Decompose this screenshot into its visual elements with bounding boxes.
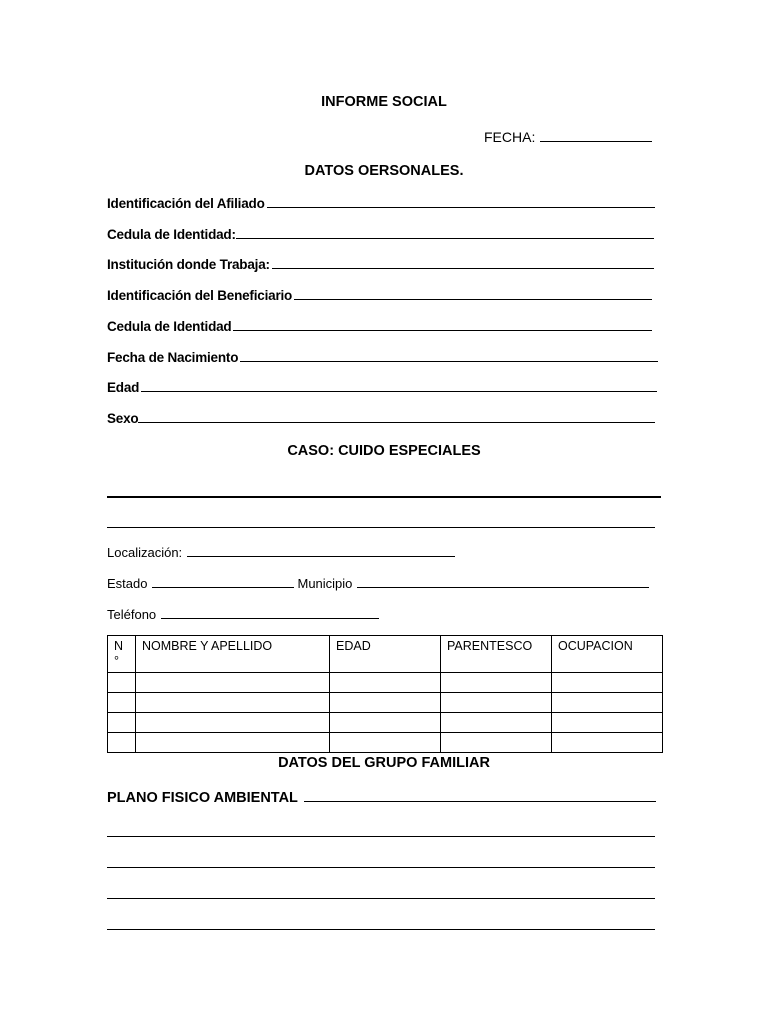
header-cell-name: NOMBRE Y APELLIDO [136, 636, 330, 673]
field-institucion [107, 257, 654, 272]
field-edad [107, 380, 657, 395]
field-line[interactable] [233, 329, 652, 331]
table-cell[interactable] [108, 693, 136, 713]
field-label: Edad [107, 380, 140, 395]
table-row [108, 693, 663, 713]
table-cell[interactable] [136, 673, 330, 693]
municipio-field[interactable] [357, 586, 649, 588]
table-cell[interactable] [136, 713, 330, 733]
header-cell-number: N ° [108, 636, 136, 673]
plano-fisico-label: PLANO FISICO AMBIENTAL [107, 790, 298, 806]
table-cell[interactable] [552, 713, 663, 733]
field-line[interactable] [141, 390, 657, 392]
municipio-label: Municipio [297, 576, 353, 591]
plano-fisico-row [107, 790, 656, 806]
telefono-label: Teléfono [107, 607, 157, 622]
table-cell[interactable] [330, 733, 441, 753]
field-fecha-nacimiento [107, 350, 658, 365]
field-label: Cedula de Identidad: [107, 227, 236, 242]
field-label: Institución donde Trabaja: [107, 257, 270, 272]
writing-line-1[interactable] [107, 836, 655, 837]
caso-heading: CASO: CUIDO ESPECIALES [287, 443, 481, 459]
fecha-row [484, 129, 652, 145]
field-line[interactable] [138, 421, 655, 423]
localizacion-label: Localización: [107, 545, 183, 560]
estado-field[interactable] [152, 586, 294, 588]
writing-line-4[interactable] [107, 929, 655, 930]
table-cell[interactable] [108, 713, 136, 733]
field-line[interactable] [236, 237, 654, 239]
table-cell[interactable] [552, 733, 663, 753]
field-identificacion-afiliado [107, 196, 655, 211]
field-sexo [107, 411, 655, 426]
telefono-field[interactable] [161, 617, 379, 619]
field-line[interactable] [294, 298, 652, 300]
header-cell-age: EDAD [330, 636, 441, 673]
writing-line-2[interactable] [107, 867, 655, 868]
document-title: INFORME SOCIAL [321, 94, 447, 110]
field-line[interactable] [267, 206, 655, 208]
field-label: Cedula de Identidad [107, 319, 232, 334]
field-line[interactable] [240, 360, 658, 362]
table-cell[interactable] [552, 693, 663, 713]
plano-fisico-field[interactable] [304, 800, 656, 802]
telefono-row [107, 607, 379, 622]
field-cedula-afiliado [107, 227, 654, 242]
table-cell[interactable] [441, 713, 552, 733]
table-cell[interactable] [136, 733, 330, 753]
estado-municipio-row [107, 576, 649, 591]
fecha-label: FECHA: [484, 129, 536, 145]
field-identificacion-beneficiario [107, 288, 652, 303]
localizacion-row [107, 545, 455, 560]
table-row [108, 733, 663, 753]
caso-line-2[interactable] [107, 527, 655, 528]
table-cell[interactable] [136, 693, 330, 713]
table-header-row [108, 636, 663, 673]
table-cell[interactable] [330, 673, 441, 693]
field-line[interactable] [272, 267, 654, 269]
header-cell-relationship: PARENTESCO [441, 636, 552, 673]
fecha-field[interactable] [540, 140, 652, 142]
table-cell[interactable] [330, 713, 441, 733]
table-cell[interactable] [552, 673, 663, 693]
table-cell[interactable] [441, 693, 552, 713]
table-cell[interactable] [330, 693, 441, 713]
writing-line-3[interactable] [107, 898, 655, 899]
field-label: Identificación del Afiliado [107, 196, 265, 211]
family-table [107, 635, 663, 753]
field-cedula-beneficiario [107, 319, 652, 334]
header-cell-occupation: OCUPACION [552, 636, 663, 673]
table-row [108, 713, 663, 733]
estado-label: Estado [107, 576, 148, 591]
table-row [108, 673, 663, 693]
personal-data-heading: DATOS OERSONALES. [304, 163, 464, 179]
table-cell[interactable] [441, 673, 552, 693]
localizacion-field[interactable] [187, 555, 455, 557]
family-group-heading: DATOS DEL GRUPO FAMILIAR [278, 755, 490, 771]
table-cell[interactable] [108, 733, 136, 753]
field-label: Fecha de Nacimiento [107, 350, 239, 365]
caso-line-1[interactable] [107, 496, 661, 498]
table-cell[interactable] [441, 733, 552, 753]
table-cell[interactable] [108, 673, 136, 693]
field-label: Sexo [107, 411, 139, 426]
field-label: Identificación del Beneficiario [107, 288, 293, 303]
